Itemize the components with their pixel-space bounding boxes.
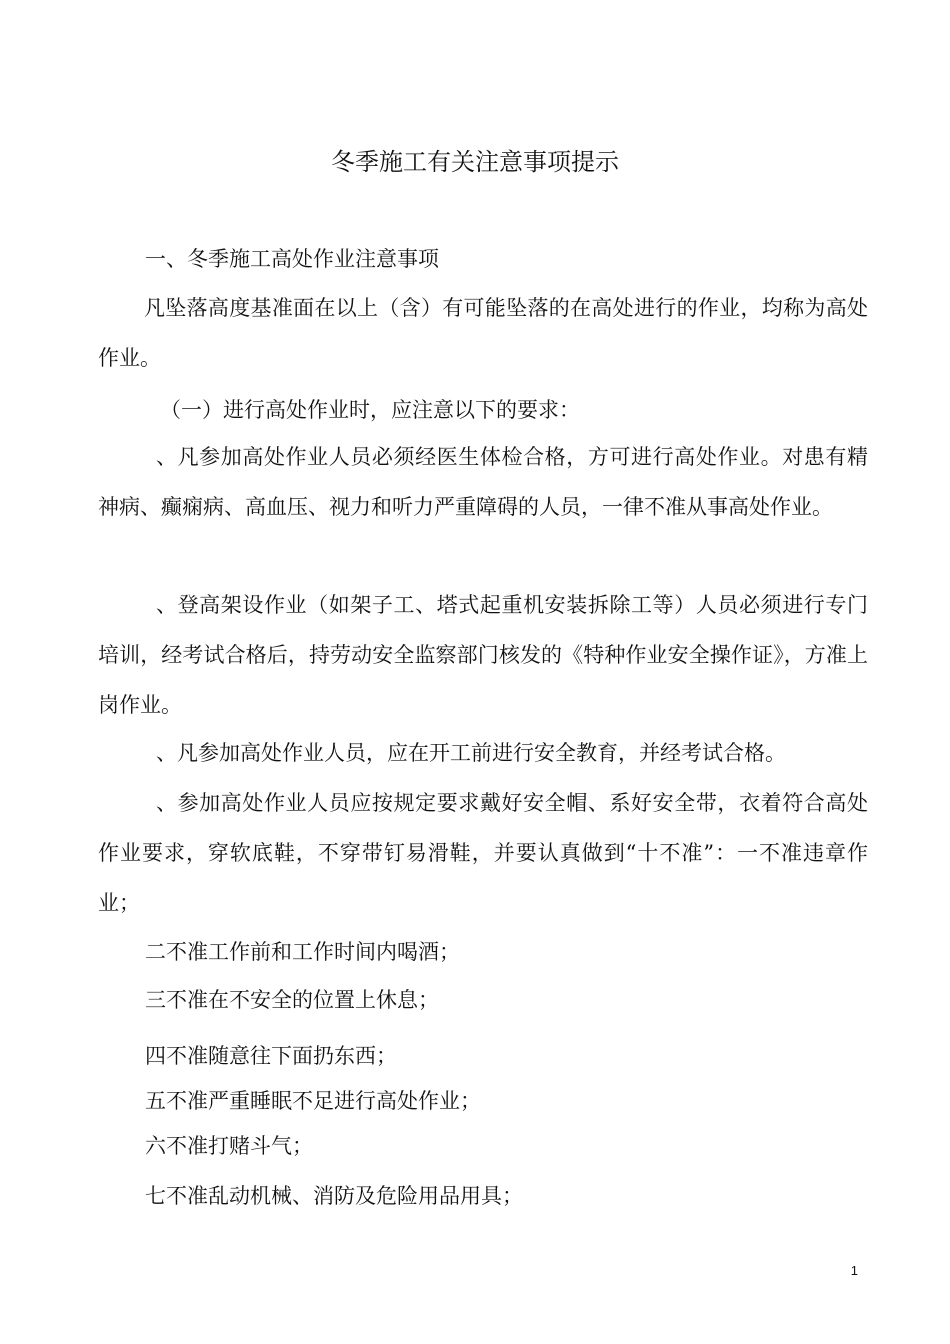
requirement-item-1: 、凡参加高处作业人员必须经医生体检合格，方可进行高处作业。对患有精神病、癫痫病、高血压、视力和听力严重障碍的人员，一律不准从事高处作业。 xyxy=(98,445,868,519)
section-heading: 一、冬季施工高处作业注意事项 xyxy=(145,247,439,271)
rule-line: 二不准工作前和工作时间内喝酒； xyxy=(145,940,460,964)
rule-line: 五不准严重睡眠不足进行高处作业； xyxy=(145,1089,481,1113)
page-number: 1 xyxy=(850,1263,858,1278)
rule-line: 六不准打赌斗气； xyxy=(145,1134,313,1158)
requirement-item-2: 、登高架设作业（如架子工、塔式起重机安装拆除工等）人员必须进行专门培训，经考试合格后，持劳动安全监察部门核发的《特种作业安全操作证》，方准上岗作业。 xyxy=(98,593,868,717)
rule-line: 三不准在不安全的位置上休息； xyxy=(145,988,439,1012)
subsection-heading: （一）进行高处作业时，应注意以下的要求： xyxy=(160,398,580,422)
requirement-item-3: 、凡参加高处作业人员，应在开工前进行安全教育，并经考试合格。 xyxy=(156,741,786,765)
requirement-item-4: 、参加高处作业人员应按规定要求戴好安全帽、系好安全带，衣着符合高处作业要求，穿软底鞋，不穿带钉易滑鞋，并要认真做到“十不准”：一不准违章作业； xyxy=(98,791,868,915)
document-title: 冬季施工有关注意事项提示 xyxy=(331,148,619,176)
rule-line: 四不准随意往下面扔东西； xyxy=(145,1044,397,1068)
intro-paragraph: 凡坠落高度基准面在以上（含）有可能坠落的在高处进行的作业，均称为高处作业。 xyxy=(98,296,868,370)
rule-line: 七不准乱动机械、消防及危险用品用具； xyxy=(145,1184,523,1208)
